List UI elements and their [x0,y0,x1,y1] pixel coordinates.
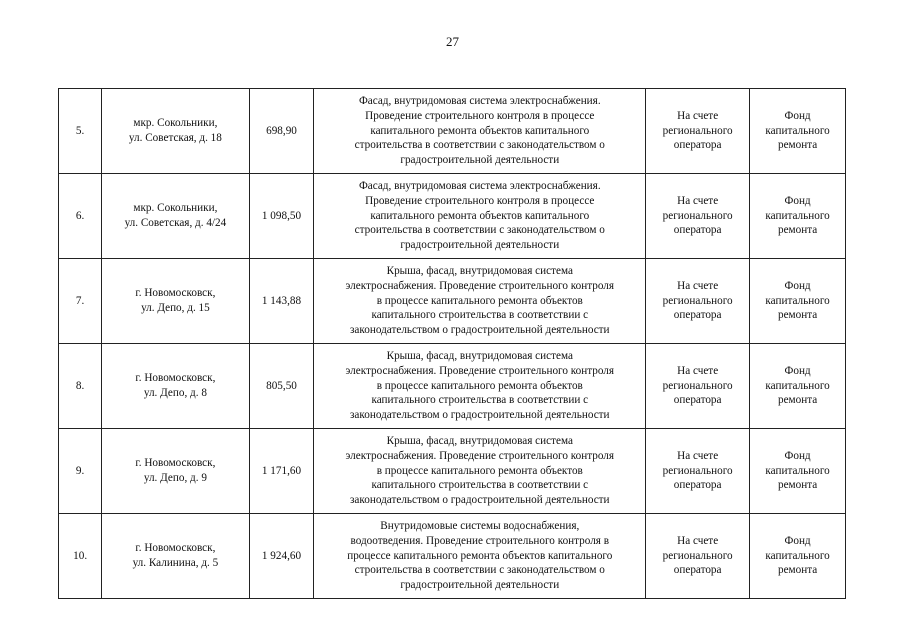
funding-source-cell [750,174,846,259]
works-description-line: законодательством о градостроительной деятельности [350,494,610,507]
table-row [59,259,846,344]
works-description-line: Фасад, внутридомовая система электроснабжения. [358,95,601,107]
row-number-text: 7. [75,294,85,307]
address-line: г. Новомосковск, [135,372,216,385]
works-description-line: Крыша, фасад, внутридомовая система [386,350,573,362]
address-cell [102,514,249,599]
funding-source-line: ремонта [777,224,818,237]
area-cell [249,89,314,174]
works-description-line: капитального строительства в соответствии с [371,394,589,407]
executor-line: оператора [673,224,722,237]
address-line: г. Новомосковск, [135,287,216,300]
works-description-line: Крыша, фасад, внутридомовая система [386,265,573,277]
executor-line: На счете [677,449,719,462]
works-description-line: в процессе капитального ремонта объектов [376,294,583,307]
executor-line: оператора [673,309,722,322]
works-description-cell [314,429,646,514]
row-number-text: 8. [75,379,85,392]
address-line: ул. Советская, д. 18 [128,132,222,144]
funding-source-line: ремонта [777,139,818,152]
address-line: ул. Советская, д. 4/24 [124,217,227,229]
works-description-line: Фасад, внутридомовая система электроснабжения. [358,180,601,192]
table-row [59,174,846,259]
funding-source-line: ремонта [777,394,818,407]
row-number-text: 10. [73,549,88,562]
table-row [59,514,846,599]
funding-source-line: Фонд [784,109,811,122]
row-number-cell [59,89,102,174]
address-line: ул. Депо, д. 15 [141,302,210,314]
works-description-cell [314,174,646,259]
area-text: 1 143,88 [261,294,302,307]
works-description-line: Внутридомовые системы водоснабжения, [380,520,580,532]
funding-source-line: Фонд [784,449,811,462]
repair-works-table [58,88,846,599]
works-description-line: капитального ремонта объектов капитального [370,124,590,137]
works-description-cell [314,344,646,429]
funding-source-line: Фонд [784,279,811,292]
funding-source-cell [750,429,846,514]
works-description-line: электроснабжения. Проведение строительного контроля [345,364,614,377]
row-number-cell [59,174,102,259]
address-line: ул. Депо, д. 9 [143,472,207,484]
executor-line: регионального [662,294,733,307]
works-description-line: Крыша, фасад, внутридомовая система [386,435,573,447]
address-cell [102,429,249,514]
funding-source-line: ремонта [777,309,818,322]
area-cell [249,174,314,259]
works-description-line: капитального строительства в соответствии с [371,479,589,492]
works-description-line: строительства в соответствии с законодательством о [354,139,605,152]
executor-cell [646,174,750,259]
works-description-line: электроснабжения. Проведение строительного контроля [345,279,614,292]
executor-line: На счете [677,534,719,547]
address-line: г. Новомосковск, [135,542,216,555]
funding-source-line: капитального [765,124,830,137]
executor-cell [646,89,750,174]
works-description-cell [314,259,646,344]
executor-line: оператора [673,394,722,407]
executor-line: оператора [673,479,722,492]
funding-source-line: ремонта [777,479,818,492]
works-description-line: процессе капитального ремонта объектов капитального [347,549,613,562]
funding-source-line: Фонд [784,194,811,207]
area-cell [249,344,314,429]
row-number-text: 6. [75,209,85,222]
works-description-line: капитального строительства в соответствии с [371,309,589,322]
executor-line: оператора [673,139,722,152]
works-description-line: в процессе капитального ремонта объектов [376,379,583,392]
funding-source-line: капитального [765,294,830,307]
executor-line: регионального [662,464,733,477]
executor-line: регионального [662,209,733,222]
funding-source-cell [750,259,846,344]
works-description-cell [314,89,646,174]
funding-source-line: капитального [765,464,830,477]
funding-source-line: капитального [765,379,830,392]
row-number-text: 5. [75,124,85,137]
table-row [59,429,846,514]
funding-source-line: капитального [765,209,830,222]
table-row [59,344,846,429]
executor-line: На счете [677,109,719,122]
works-description-line: законодательством о градостроительной деятельности [350,324,610,337]
address-cell [102,259,249,344]
funding-source-line: Фонд [784,364,811,377]
address-line: мкр. Сокольники, [133,117,218,130]
area-text: 805,50 [266,379,297,392]
executor-line: регионального [662,379,733,392]
funding-source-line: капитального [765,549,830,562]
address-line: ул. Депо, д. 8 [143,387,207,399]
works-description-line: законодательством о градостроительной деятельности [350,409,610,422]
works-description-line: Проведение строительного контроля в процессе [365,109,595,122]
row-number-cell [59,514,102,599]
works-description-line: градостроительной деятельности [400,239,560,252]
funding-source-line: ремонта [777,564,818,577]
works-description-line: капитального ремонта объектов капитального [370,209,590,222]
table-body [59,89,846,599]
row-number-cell [59,259,102,344]
area-cell [249,259,314,344]
works-description-line: Проведение строительного контроля в процессе [365,194,595,207]
area-text: 1 171,60 [261,464,302,477]
works-description-cell [314,514,646,599]
area-text: 698,90 [266,124,297,137]
executor-cell [646,429,750,514]
works-description-line: градостроительной деятельности [400,579,560,592]
works-description-line: электроснабжения. Проведение строительного контроля [345,449,614,462]
executor-cell [646,259,750,344]
works-description-line: водоотведения. Проведение строительного контроля в [350,534,610,547]
address-line: ул. Калинина, д. 5 [132,557,219,569]
works-description-line: строительства в соответствии с законодательством о [354,224,605,237]
address-cell [102,89,249,174]
executor-line: На счете [677,279,719,292]
executor-cell [646,344,750,429]
executor-line: регионального [662,549,733,562]
address-line: мкр. Сокольники, [133,202,218,215]
executor-cell [646,514,750,599]
row-number-cell [59,344,102,429]
area-cell [249,429,314,514]
address-cell [102,344,249,429]
area-text: 1 924,60 [261,549,302,562]
funding-source-cell [750,514,846,599]
works-description-line: градостроительной деятельности [400,154,560,167]
executor-line: регионального [662,124,733,137]
executor-line: оператора [673,564,722,577]
area-cell [249,514,314,599]
executor-line: На счете [677,194,719,207]
page-number: 27 [446,34,459,49]
row-number-text: 9. [75,464,85,477]
executor-line: На счете [677,364,719,377]
address-cell [102,174,249,259]
row-number-cell [59,429,102,514]
area-text: 1 098,50 [261,209,302,222]
funding-source-cell [750,89,846,174]
works-description-line: строительства в соответствии с законодательством о [354,564,605,577]
funding-source-line: Фонд [784,534,811,547]
works-description-line: в процессе капитального ремонта объектов [376,464,583,477]
table-row [59,89,846,174]
funding-source-cell [750,344,846,429]
address-line: г. Новомосковск, [135,457,216,470]
